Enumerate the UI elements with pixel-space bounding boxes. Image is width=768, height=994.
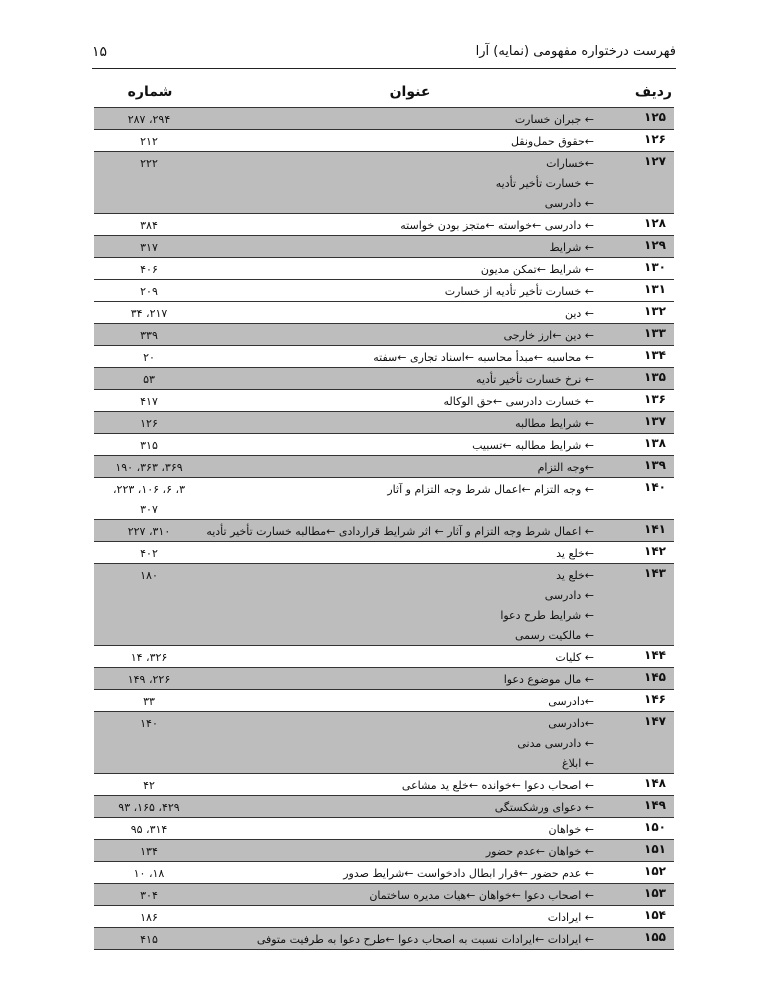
page-ref: ۳۰۷ — [140, 503, 158, 516]
row-page-refs — [94, 414, 204, 434]
page-ref: ۳۱۰، ۲۲۷ — [127, 525, 171, 538]
row-page-refs — [94, 110, 204, 130]
row-page-refs — [94, 132, 204, 152]
index-table — [94, 107, 674, 950]
row-page-refs — [94, 842, 204, 862]
row-number: ۱۴۷ — [644, 714, 666, 728]
row-number: ۱۲۵ — [644, 110, 666, 124]
row-page-refs — [94, 238, 204, 258]
page-ref: ۳۲۶، ۱۴ — [130, 651, 168, 664]
column-header-radif: ردیف — [634, 84, 672, 100]
title-line: ← دادرسی — [544, 589, 594, 602]
row-title — [294, 480, 594, 500]
page-ref: ۵۳ — [143, 373, 155, 386]
table-row — [94, 563, 674, 645]
table-row — [94, 667, 674, 689]
title-line: ← دین — [564, 307, 594, 320]
title-line: ← دین ←ارز خارجی — [503, 329, 594, 342]
title-line: ← عدم حضور ←قرار ابطال دادخواست ←شرایط صدور — [343, 867, 594, 880]
row-title — [294, 326, 594, 346]
table-row — [94, 905, 674, 927]
title-line: ← دادرسی ←خواسته ←متجز بودن خواسته — [400, 219, 594, 232]
row-number: ۱۲۶ — [644, 132, 666, 146]
page-ref: ۲۱۷، ۳۴ — [130, 307, 168, 320]
table-row — [94, 301, 674, 323]
table-row — [94, 411, 674, 433]
title-line: ←خلع ید — [556, 547, 594, 560]
row-number: ۱۲۷ — [644, 154, 666, 168]
row-number: ۱۳۶ — [644, 392, 666, 406]
row-page-refs — [94, 908, 204, 928]
page-ref: ۳۳۹ — [140, 329, 158, 342]
page-ref: ۲۰۹ — [140, 285, 158, 298]
row-number: ۱۳۴ — [644, 348, 666, 362]
row-title — [294, 436, 594, 456]
row-title — [294, 110, 594, 130]
title-line: ← جبران خسارت — [514, 113, 594, 126]
table-row — [94, 323, 674, 345]
column-header-onvan: عنوان — [389, 84, 431, 100]
row-title — [294, 692, 594, 712]
row-number: ۱۴۰ — [644, 480, 666, 494]
title-line: ← شرایط ←تمکن مدیون — [480, 263, 594, 276]
table-row — [94, 345, 674, 367]
row-number: ۱۳۹ — [644, 458, 666, 472]
row-number: ۱۵۵ — [644, 930, 666, 944]
row-title — [294, 544, 594, 564]
title-line: ← ابلاغ — [562, 757, 594, 770]
row-page-refs — [94, 692, 204, 712]
table-row — [94, 883, 674, 905]
page-ref: ۱۸۰ — [140, 569, 158, 582]
row-page-refs — [94, 522, 204, 542]
row-title — [294, 798, 594, 818]
table-row — [94, 213, 674, 235]
page-ref: ۱۸، ۱۰ — [133, 867, 165, 880]
row-title — [294, 132, 594, 152]
row-page-refs — [94, 864, 204, 884]
title-line: ← خسارت دادرسی ←حق الوکاله — [443, 395, 594, 408]
page-ref: ۴۱۷ — [140, 395, 158, 408]
row-page-refs — [94, 216, 204, 236]
row-page-refs — [94, 348, 204, 368]
table-row — [94, 433, 674, 455]
row-page-refs — [94, 930, 204, 950]
row-number: ۱۳۳ — [644, 326, 666, 340]
title-line: ←دادرسی — [548, 695, 594, 708]
row-number: ۱۳۸ — [644, 436, 666, 450]
table-row — [94, 367, 674, 389]
title-line: ← دعوای ورشکستگی — [494, 801, 594, 814]
row-page-refs — [94, 154, 204, 174]
page-ref: ۴۰۶ — [140, 263, 158, 276]
page-ref: ۳۶۹، ۳۶۳، ۱۹۰ — [115, 461, 183, 474]
row-title — [294, 670, 594, 690]
table-row — [94, 817, 674, 839]
title-line: ← ایرادات — [547, 911, 594, 924]
row-number: ۱۵۳ — [644, 886, 666, 900]
title-line: ← اصحاب دعوا ←خواهان ←هیات مدیره ساختمان — [369, 889, 594, 902]
table-row — [94, 773, 674, 795]
table-row — [94, 455, 674, 477]
row-title — [294, 820, 594, 840]
page-ref: ۳۱۵ — [140, 439, 158, 452]
title-line: ← محاسبه ←مبدأ محاسبه ←اسناد تجاری ←سفته — [373, 351, 594, 364]
page-ref: ۱۴۰ — [140, 717, 158, 730]
page-ref: ۳۰۴ — [140, 889, 158, 902]
page-ref: ۱۲۶ — [140, 417, 158, 430]
table-row — [94, 129, 674, 151]
row-page-refs — [94, 648, 204, 668]
row-number: ۱۴۳ — [644, 566, 666, 580]
row-title — [294, 216, 594, 236]
title-line: ←دادرسی — [548, 717, 594, 730]
table-row — [94, 645, 674, 667]
row-title — [294, 864, 594, 884]
row-page-refs — [94, 392, 204, 412]
table-row — [94, 477, 674, 519]
row-page-refs — [94, 480, 204, 520]
page-header — [92, 44, 676, 66]
row-number: ۱۳۰ — [644, 260, 666, 274]
row-number: ۱۴۵ — [644, 670, 666, 684]
title-line: ← شرایط مطالبه — [515, 417, 594, 430]
header-divider — [92, 68, 676, 69]
row-title — [294, 714, 594, 774]
title-line: ← شرایط — [549, 241, 594, 254]
title-line: ← مالکیت رسمی — [514, 629, 594, 642]
title-line: ←خلع ید — [556, 569, 594, 582]
page-ref: ۴۲ — [143, 779, 155, 792]
row-number: ۱۴۶ — [644, 692, 666, 706]
row-page-refs — [94, 776, 204, 796]
title-line: ← خواهان ←عدم حضور — [485, 845, 594, 858]
row-title — [294, 842, 594, 862]
row-page-refs — [94, 714, 204, 734]
row-page-refs — [94, 326, 204, 346]
title-line: ← نرخ خسارت تأخیر تأدیه — [476, 373, 594, 386]
row-title — [294, 238, 594, 258]
row-page-refs — [94, 886, 204, 906]
row-number: ۱۳۵ — [644, 370, 666, 384]
page-ref: ۴۰۲ — [140, 547, 158, 560]
title-line: ← ایرادات ←ایرادات نسبت به اصحاب دعوا ←طرح دعوا به طرفیت متوفی — [256, 933, 594, 946]
table-row — [94, 107, 674, 129]
page-ref: ۲۰ — [143, 351, 155, 364]
table-row — [94, 279, 674, 301]
title-line: ← دادرسی مدنی — [517, 737, 594, 750]
row-title — [256, 930, 594, 950]
row-page-refs — [94, 260, 204, 280]
table-row — [94, 861, 674, 883]
row-number: ۱۵۴ — [644, 908, 666, 922]
row-number: ۱۲۸ — [644, 216, 666, 230]
title-line: ← دادرسی — [544, 197, 594, 210]
page-ref: ۱۸۶ — [140, 911, 158, 924]
title-line: ← شرایط طرح دعوا — [500, 609, 594, 622]
row-title — [294, 348, 594, 368]
table-row — [94, 711, 674, 773]
row-title — [294, 304, 594, 324]
row-page-refs — [94, 566, 204, 586]
row-title — [294, 566, 594, 646]
row-title — [294, 282, 594, 302]
row-title — [294, 370, 594, 390]
row-number: ۱۴۸ — [644, 776, 666, 790]
row-title — [294, 414, 594, 434]
page-number: ۱۵ — [92, 44, 108, 60]
title-line: ← اعمال شرط وجه التزام و آثار ← اثر شرایط قراردادی ←مطالبه خسارت تأخیر تأدیه — [206, 525, 594, 538]
table-row — [94, 541, 674, 563]
row-page-refs — [94, 544, 204, 564]
table-row — [94, 257, 674, 279]
book-title: فهرست درختواره مفهومی (نمایه) آرا — [475, 44, 676, 59]
row-title — [294, 908, 594, 928]
table-row — [94, 689, 674, 711]
row-number: ۱۳۱ — [644, 282, 666, 296]
row-number: ۱۴۲ — [644, 544, 666, 558]
table-row — [94, 519, 674, 541]
page-ref: ۳۸۴ — [140, 219, 158, 232]
row-page-refs — [94, 436, 204, 456]
table-row — [94, 389, 674, 411]
row-title — [294, 776, 594, 796]
title-line: ← کلیات — [555, 651, 594, 664]
row-page-refs — [94, 670, 204, 690]
row-number: ۱۲۹ — [644, 238, 666, 252]
row-title — [294, 260, 594, 280]
row-number: ۱۳۷ — [644, 414, 666, 428]
table-row — [94, 927, 674, 949]
row-number: ۱۴۹ — [644, 798, 666, 812]
row-page-refs — [94, 370, 204, 390]
page-ref: ۱۳۴ — [140, 845, 158, 858]
table-row — [94, 839, 674, 861]
row-number: ۱۳۲ — [644, 304, 666, 318]
row-number: ۱۴۴ — [644, 648, 666, 662]
title-line: ← خواهان — [548, 823, 594, 836]
row-number: ۱۴۱ — [644, 522, 666, 536]
table-row — [94, 151, 674, 213]
row-title — [294, 154, 594, 214]
row-title — [294, 458, 594, 478]
title-line: ← شرایط مطالبه ←تسبیب — [472, 439, 594, 452]
title-line: ←حقوق حمل‌ونقل — [510, 135, 594, 148]
row-title — [206, 522, 594, 542]
table-row — [94, 235, 674, 257]
row-page-refs — [94, 820, 204, 840]
page-ref: ۲۲۲ — [140, 157, 158, 170]
row-number: ۱۵۱ — [644, 842, 666, 856]
row-page-refs — [94, 282, 204, 302]
row-title — [294, 886, 594, 906]
title-line: ← اصحاب دعوا ←خوانده ←خلع ید مشاعی — [401, 779, 594, 792]
title-line: ← وجه التزام ←اعمال شرط وجه التزام و آثار — [387, 483, 594, 496]
page-ref: ۲۹۴، ۲۸۷ — [127, 113, 171, 126]
title-line: ← مال موضوع دعوا — [503, 673, 594, 686]
row-page-refs — [94, 798, 204, 818]
row-title — [294, 648, 594, 668]
row-number: ۱۵۰ — [644, 820, 666, 834]
page-ref: ۳۱۴، ۹۵ — [130, 823, 168, 836]
title-line: ←وجه التزام — [537, 461, 594, 474]
page-ref: ۳، ۶، ۱۰۶، ۲۲۳، — [112, 483, 185, 496]
row-page-refs — [94, 458, 204, 478]
column-header-shomare: شماره — [127, 84, 173, 100]
title-line: ← خسارت تأخیر تأدیه از خسارت — [444, 285, 594, 298]
table-row — [94, 795, 674, 817]
row-number: ۱۵۲ — [644, 864, 666, 878]
row-page-refs — [94, 304, 204, 324]
page-ref: ۲۲۶، ۱۴۹ — [127, 673, 171, 686]
page-ref: ۲۱۲ — [140, 135, 158, 148]
page-ref: ۴۱۵ — [140, 933, 158, 946]
title-line: ←خسارات — [546, 157, 594, 170]
row-title — [294, 392, 594, 412]
page-ref: ۳۱۷ — [140, 241, 158, 254]
title-line: ← خسارت تأخیر تأدیه — [495, 177, 594, 190]
page-ref: ۴۲۹، ۱۶۵، ۹۳ — [118, 801, 180, 814]
page-ref: ۳۳ — [143, 695, 155, 708]
